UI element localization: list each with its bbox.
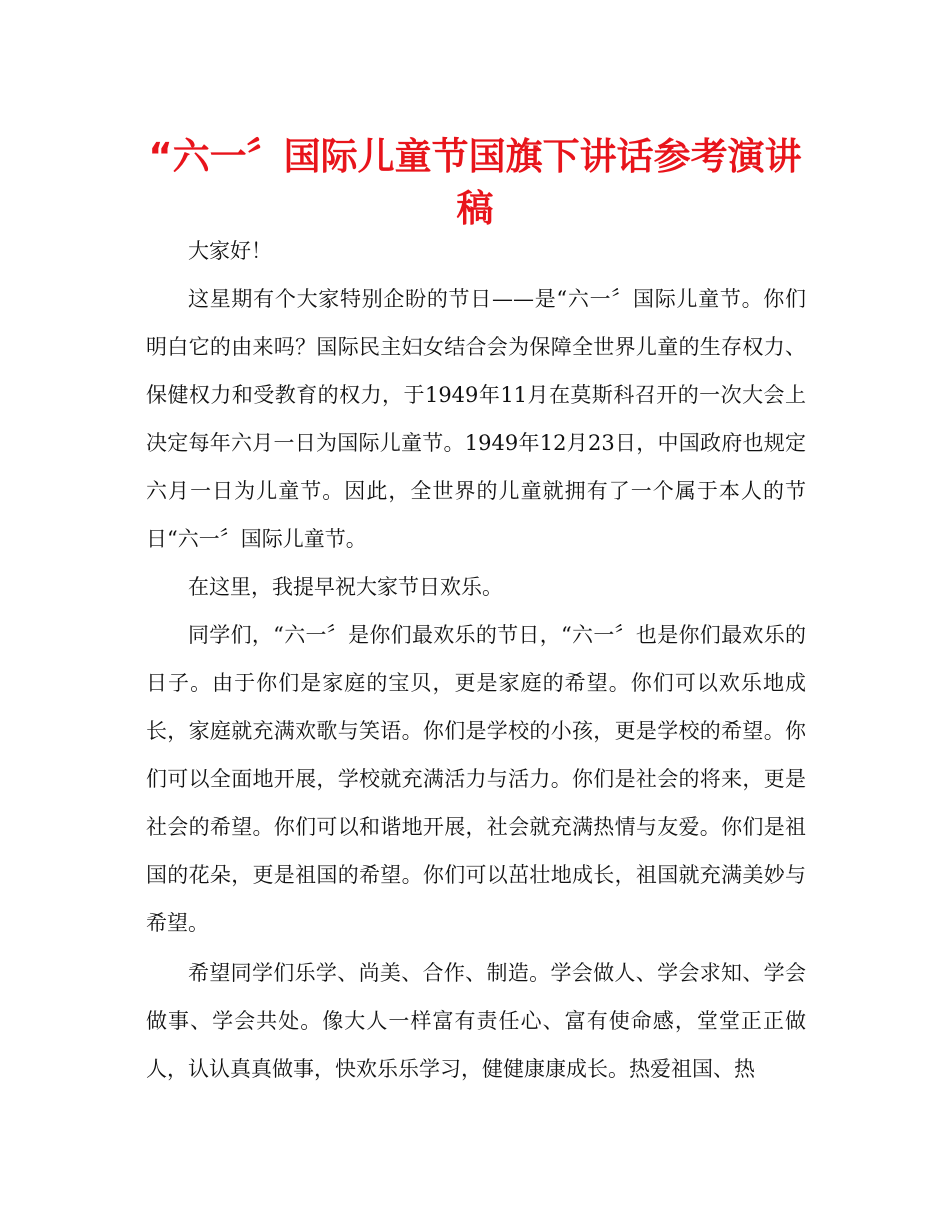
paragraph-expectations: 希望同学们乐学、尚美、合作、制造。学会做人、学会求知、学会做事、学会共处。像大人一样富有责任心、富有使命感，堂堂正正做人，认认真真做事，快欢乐乐学习，健健康康成长。热爱祖国、热	[146, 961, 806, 1081]
paragraph-wishes: 在这里，我提早祝大家节日欢乐。	[188, 575, 503, 599]
document-body	[146, 227, 806, 1093]
paragraph-origin: 这星期有个大家特别企盼的节日——是“六一〞国际儿童节。你们明白它的由来吗？国际民主妇女结合会为保障全世界儿童的生存权力、保健权力和受教育的权力，于1949年11月在莫斯科召开的一次大会上决定每年六月一日为国际儿童节。1949年12月23日，中国政府也规定六月一日为儿童节。因此，全世界的儿童就拥有了一个属于本人的节日“六一〞国际儿童节。	[146, 287, 806, 551]
paragraph-hope: 同学们，“六一〞是你们最欢乐的节日，“六一〞也是你们最欢乐的日子。由于你们是家庭的宝贝，更是家庭的希望。你们可以欢乐地成长，家庭就充满欢歌与笑语。你们是学校的小孩，更是学校的希望。你们可以全面地开展，学校就充满活力与活力。你们是社会的将来，更是社会的希望。你们可以和谐地开展，社会就充满热情与友爱。你们是祖国的花朵，更是祖国的希望。你们可以茁壮地成长，祖国就充满美妙与希望。	[146, 623, 806, 935]
paragraph-greeting: 大家好！	[188, 239, 272, 263]
document-title: “六一〞国际儿童节国旗下讲话参考演讲稿	[148, 135, 802, 230]
